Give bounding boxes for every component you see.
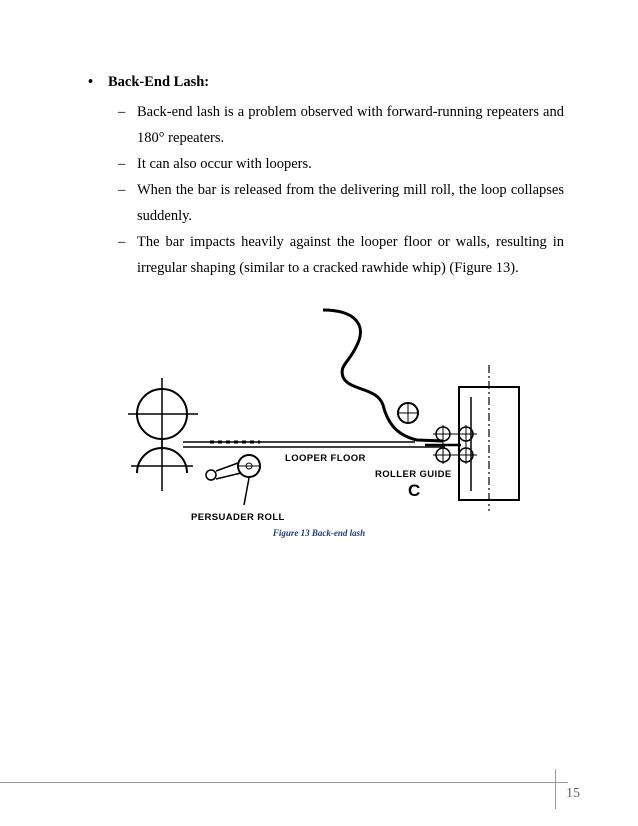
delivering-mill-stand: [459, 365, 519, 511]
figure-caption: Figure 13 Back-end lash: [272, 528, 366, 538]
label-roller-guide: ROLLER GUIDE: [375, 469, 452, 480]
looper-floor: [183, 442, 445, 447]
list-item-text: The bar impacts heavily against the looper floor or walls, resulting in irregular shaping (similar to a cracked rawhide whip) (Figure 13).: [137, 234, 564, 276]
list-item: [118, 151, 564, 177]
list-item-text: It can also occur with loopers.: [137, 156, 312, 172]
footer-rule: [0, 782, 568, 783]
bullet-icon: •: [88, 74, 94, 90]
dash-icon: –: [118, 182, 126, 198]
bullet-heading: [88, 74, 209, 91]
upper-guide-roll: [398, 403, 418, 423]
back-end-lash-figure: [125, 295, 530, 525]
mill-roll-upper: [128, 378, 198, 450]
dash-icon: –: [118, 156, 126, 172]
list-item-text: When the bar is released from the delivering mill roll, the loop collapses suddenly.: [137, 182, 564, 224]
list-item: [118, 229, 564, 281]
dash-icon: –: [118, 234, 126, 250]
list-item-text: Back-end lash is a problem observed with forward-running repeaters and 180° repeaters.: [137, 104, 564, 146]
list-item: [118, 177, 564, 229]
label-persuader-roll: PERSUADER ROLL: [191, 512, 285, 523]
section-title: Back-End Lash:: [108, 74, 210, 90]
label-c-mark: C: [408, 481, 421, 500]
page-number: 15: [566, 786, 580, 801]
roller-guide: [425, 425, 477, 464]
list-item: [118, 99, 564, 151]
persuader-roll: [206, 455, 261, 505]
dash-icon: –: [118, 104, 126, 120]
collapsing-bar: [323, 310, 443, 441]
label-looper-floor: LOOPER FLOOR: [285, 453, 366, 464]
